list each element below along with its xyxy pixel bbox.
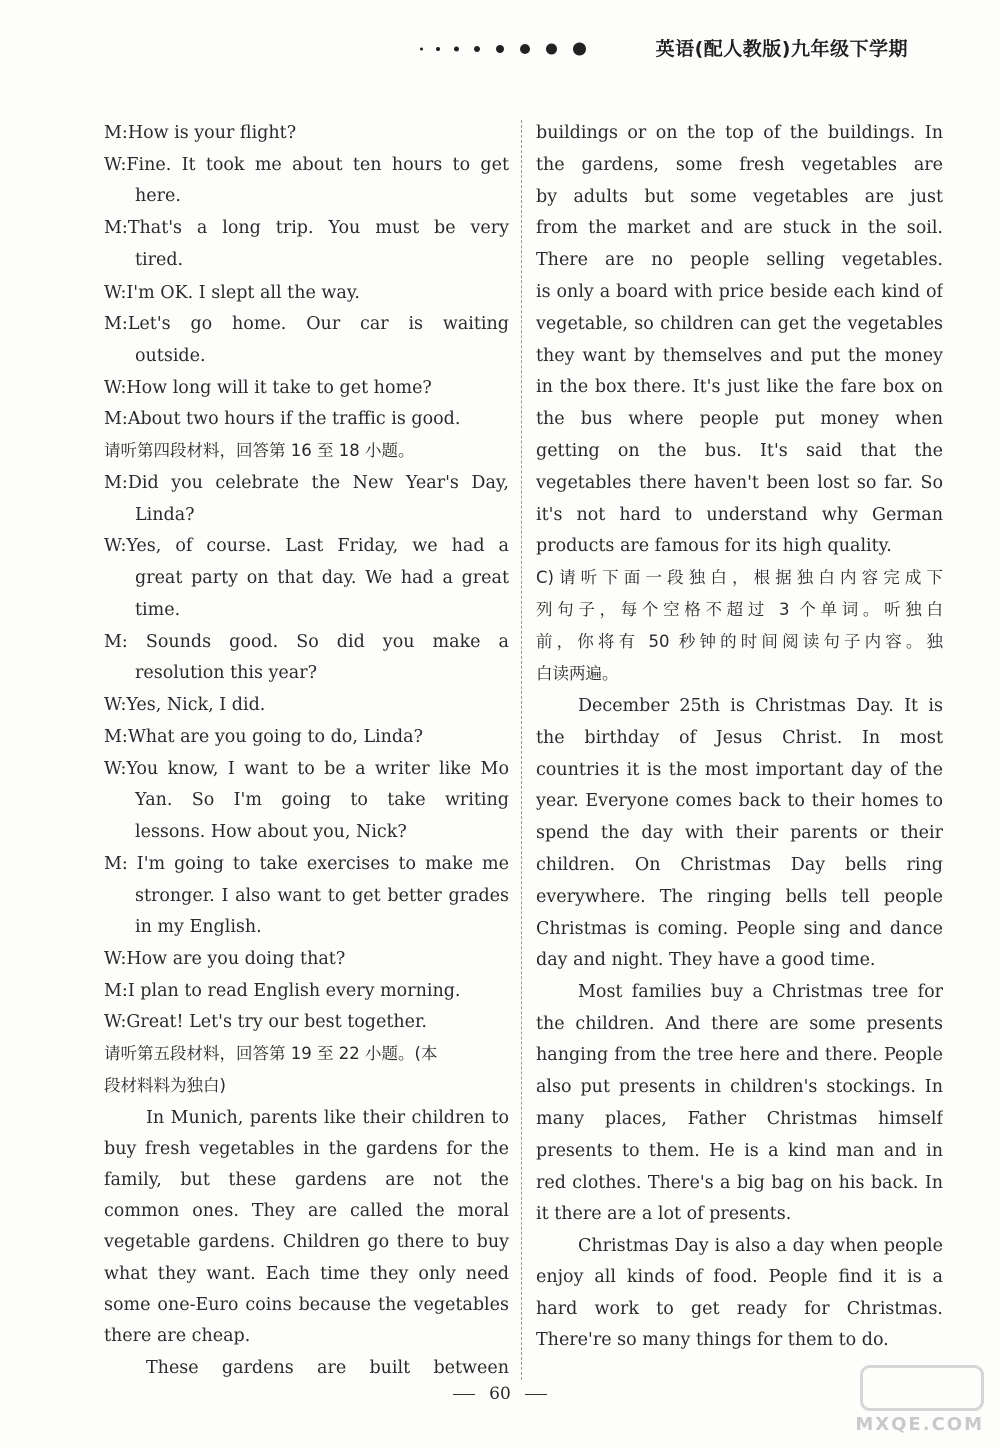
right-column-line: There're so many things for them to do. [536,1330,889,1350]
right-column-line: many places, Father Christmas himself [536,1109,943,1129]
right-column-line: the gardens, some fresh vegetables are [536,155,943,175]
right-column-line: day and night. They have a good time. [536,950,876,970]
left-column-line: M:I plan to read English every morning. [104,981,461,1001]
left-column-line: M: Sounds good. So did you make a [104,632,509,652]
left-column-line: 请听第四段材料，回答第 16 至 18 小题。 [104,441,415,460]
right-column-line: 列句子，每个空格不超过 3 个单词。听独白 [536,600,943,619]
left-column-line: These gardens are built between [146,1358,509,1378]
left-column-line: M:About two hours if the traffic is good. [104,409,461,429]
watermark-text: MXQE.COM [855,1414,984,1435]
right-column-line: countries it is the most important day of the [536,760,943,780]
left-column-line: W:Yes, of course. Last Friday, we had a [104,536,509,556]
right-column-line: presents to them. He is a kind man and in [536,1141,943,1161]
book-title: 英语(配人教版)九年级下学期 [655,38,908,60]
left-column-line: tired. [135,250,184,270]
left-column-line: great party on that day. We had a great [135,568,509,588]
right-column-line: December 25th is Christmas Day. It is [578,696,943,716]
left-column-line: M:How is your flight? [104,123,297,143]
right-column-line: it there are a lot of presents. [536,1204,792,1224]
right-column-line: Christmas Day is also a day when people [578,1236,943,1256]
running-header [420,34,940,64]
watermark-logo [854,1363,994,1443]
left-column-line: In Munich, parents like their children to [146,1108,509,1128]
left-column-line: Linda? [135,505,195,525]
right-column-line: in the box there. It's just like the fare box on [536,377,943,397]
left-column-line: Yan. So I'm going to take writing [135,790,509,810]
right-column-line: 白读两遍。 [536,664,619,683]
right-column-line: buildings or on the top of the buildings. In [536,123,943,143]
right-column-line: they want by themselves and put the money [536,346,943,366]
right-column-line: from the market and are stuck in the soil. [536,218,943,238]
page-number: 60 [489,1384,511,1404]
right-column-line: the children. And there are some presents [536,1014,943,1034]
right-column-line: 前，你将有 50 秒钟的时间阅读句子内容。独 [536,632,943,651]
right-column-line: also put presents in children's stockings. In [536,1077,943,1097]
column-divider [521,120,522,1380]
left-column-line: M: I'm going to take exercises to make me [104,854,509,874]
right-column-line: spend the day with their parents or their [536,823,943,843]
right-column-line: by adults but some vegetables are just [536,187,943,207]
left-column-line: vegetable gardens. Children go there to buy [104,1232,509,1252]
left-column-line: stronger. I also want to get better grades [135,886,509,906]
right-column-line: products are famous for its high quality. [536,536,892,556]
left-column-line: common ones. They are called the moral [104,1201,509,1221]
left-column-line: W:Yes, Nick, I did. [104,695,266,715]
left-column-line: here. [135,186,181,206]
left-column-line: what they want. Each time they only need [104,1264,509,1284]
left-column-line: outside. [135,346,206,366]
right-column-line: vegetable, so children can get the vegetables [536,314,943,334]
right-column-line: red clothes. There's a big bag on his back. In [536,1173,943,1193]
left-column-line: there are cheap. [104,1326,251,1346]
left-column-line: W:How long will it take to get home? [104,378,432,398]
left-column-line: family, but these gardens are not the [104,1170,509,1190]
left-column-line: lessons. How about you, Nick? [135,822,407,842]
right-column-line: There are no people selling vegetables. [536,250,943,270]
right-column-line: Most families buy a Christmas tree for [578,982,943,1002]
right-column-line: the birthday of Jesus Christ. In most [536,728,943,748]
right-column-line: Christmas is coming. People sing and dance [536,919,943,939]
left-column-line: some one-Euro coins because the vegetables [104,1295,509,1315]
right-column-line: hard work to get ready for Christmas. [536,1299,943,1319]
right-column-line: year. Everyone comes back to their homes to [536,791,943,811]
left-column-line: W:Great! Let's try our best together. [104,1012,427,1032]
left-column-line: W:I'm OK. I slept all the way. [104,283,360,303]
page-footer [0,1384,1000,1404]
left-column-line: M:Did you celebrate the New Year's Day, [104,473,509,493]
left-column-line: buy fresh vegetables in the gardens for the [104,1139,509,1159]
right-column-line: C)请听下面一段独白，根据独白内容完成下 [536,568,943,587]
left-column-line: M:That's a long trip. You must be very [104,218,509,238]
right-column-line: vegetables there haven't been lost so far. So [536,473,943,493]
left-column-line: resolution this year? [135,663,317,683]
left-column-line: W:Fine. It took me about ten hours to get [104,155,509,175]
left-column-line: 请听第五段材料，回答第 19 至 22 小题。(本 [104,1044,438,1063]
right-column-line: the bus where people put money when [536,409,943,429]
right-column-line: it's not hard to understand why German [536,505,943,525]
right-column-line: enjoy all kinds of food. People find it is a [536,1267,943,1287]
left-column-line: in my English. [135,917,262,937]
left-column-line: W:You know, I want to be a writer like Mo [104,759,509,779]
right-column-line: getting on the bus. It's said that the [536,441,943,461]
left-column-line: W:How are you doing that? [104,949,346,969]
left-column-line: 段材料料为独白) [104,1076,226,1095]
left-column-line: M:Let's go home. Our car is waiting [104,314,509,334]
right-column-line: children. On Christmas Day bells ring [536,855,943,875]
watermark-seal-icon [860,1365,984,1411]
left-column-line: time. [135,600,181,620]
right-column-line: hanging from the tree here and there. People [536,1045,943,1065]
left-column-line: M:What are you going to do, Linda? [104,727,423,747]
right-column-line: is only a board with price beside each kind of [536,282,943,302]
right-column-line: everywhere. The ringing bells tell people [536,887,943,907]
